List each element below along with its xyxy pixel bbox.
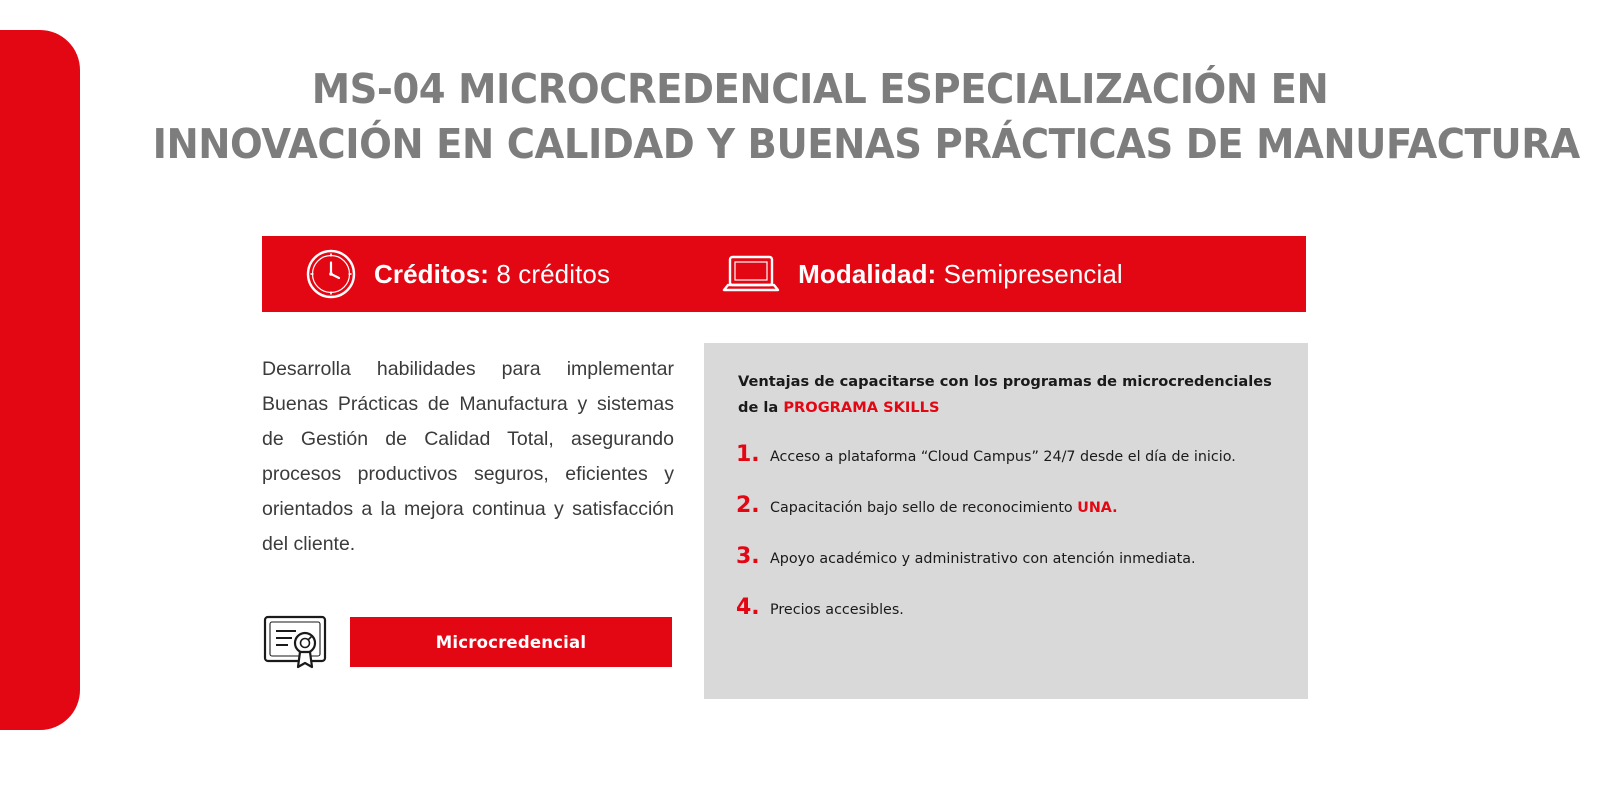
- list-item-text: Acceso a plataforma “Cloud Campus” 24/7 desde el día de inicio.: [770, 449, 1236, 466]
- credits-text: [374, 259, 610, 290]
- list-item-number: 1.: [736, 442, 760, 468]
- list-item-number: 2.: [736, 493, 760, 519]
- list-item-number: 4.: [736, 595, 760, 621]
- modality-value: Semipresencial: [943, 258, 1123, 289]
- advantages-heading-highlight: PROGRAMA SKILLS: [783, 398, 940, 416]
- course-description: Desarrolla habilidades para implementar Buenas Prácticas de Manufactura y sistemas de Gestión de Calidad Total, asegurando procesos productivos seguros, eficientes y orientados a la mejora continua y satisfacción del cliente.: [262, 358, 674, 555]
- credits-value: 8 créditos: [496, 258, 611, 289]
- advantages-list: [724, 442, 1282, 620]
- laptop-icon: [720, 250, 782, 298]
- list-item-text: [770, 499, 1118, 518]
- page-title-line-2: INNOVACIÓN EN CALIDAD Y BUENAS PRÁCTICAS DE MANUFACTURA: [152, 120, 1580, 169]
- info-band: [262, 236, 1306, 312]
- list-item-text-highlight: UNA.: [1077, 500, 1118, 517]
- list-item-text-before: Capacitación bajo sello de reconocimiento: [770, 500, 1078, 517]
- list-item: [724, 544, 1282, 569]
- left-accent-bar: [0, 30, 80, 730]
- modality-info: [720, 250, 1123, 298]
- advantages-heading-text: Ventajas de capacitarse con los programas de microcredenciales de la: [738, 373, 1272, 416]
- credits-info: [304, 247, 610, 301]
- page-title: [152, 62, 1580, 173]
- list-item: [724, 595, 1282, 620]
- certificate-seal-icon: [262, 614, 328, 670]
- advantages-panel: [704, 343, 1308, 699]
- list-item-text: Apoyo académico y administrativo con atención inmediata.: [770, 551, 1196, 568]
- list-item: [724, 442, 1282, 467]
- list-item-text: Precios accesibles.: [770, 602, 904, 619]
- credits-label: Créditos:: [374, 258, 490, 289]
- clock-icon: [304, 247, 358, 301]
- page-title-line-1: MS-04 MICROCREDENCIAL ESPECIALIZACIÓN EN: [311, 65, 1329, 113]
- badge-row: [262, 614, 672, 670]
- modality-label: Modalidad:: [798, 258, 937, 289]
- advantages-heading: [724, 369, 1282, 420]
- list-item: [724, 493, 1282, 518]
- list-item-number: 3.: [736, 544, 760, 570]
- microcredencial-button[interactable]: Microcredencial: [350, 617, 672, 667]
- modality-text: [798, 259, 1123, 290]
